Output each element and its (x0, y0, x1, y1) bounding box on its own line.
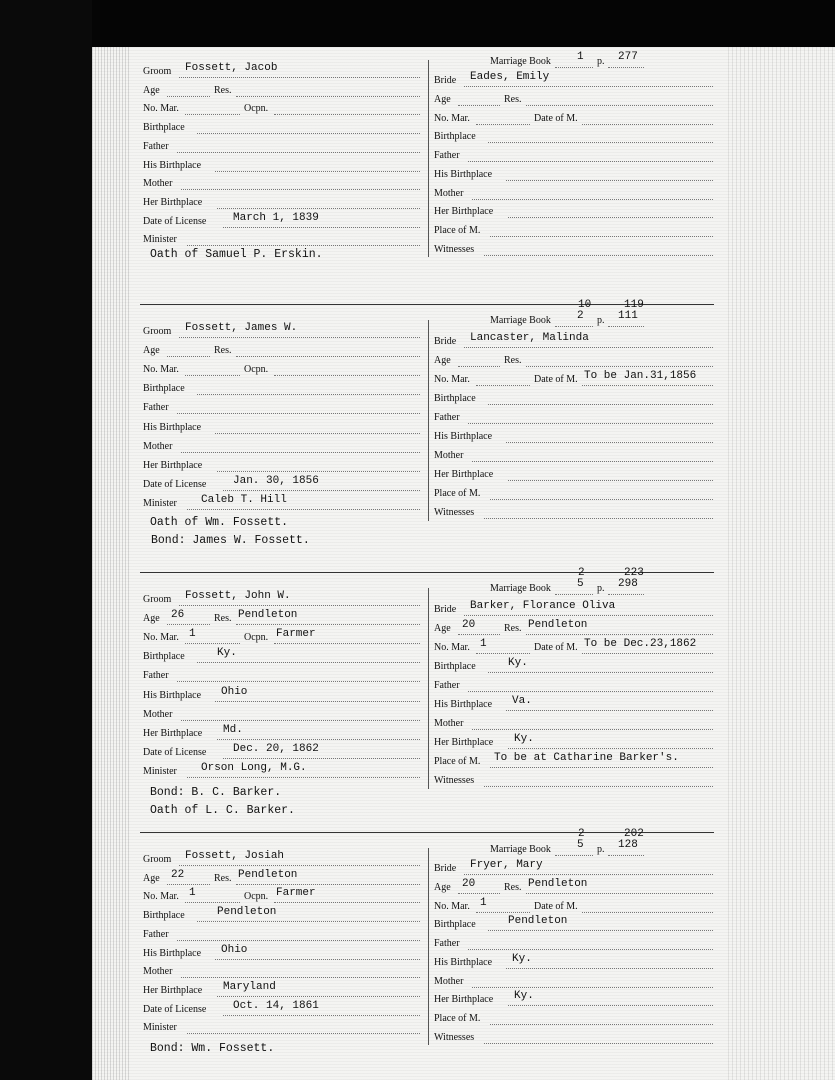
record-2-page-alt: 119 (624, 299, 644, 312)
record-2-groom-nomar-dots-1 (185, 364, 240, 376)
record-3-groom-value: Fossett, John W. (185, 590, 291, 602)
scan-top-border (0, 0, 835, 47)
record-2-bride-father-label: Father (434, 411, 460, 423)
record-2-mother-dots (181, 441, 420, 453)
record-4-bride-his-birthplace-label: His Birthplace (434, 956, 493, 968)
record-2-her-birthplace-label: Her Birthplace (143, 459, 203, 471)
record-3-bride-nomar-value-2: To be Dec.23,1862 (584, 637, 697, 650)
record-3-bride-his-birthplace-value: Va. (512, 695, 532, 708)
record-1-bride-father-dots (468, 150, 713, 162)
record-1-bride-birthplace-dots (488, 131, 713, 143)
record-4-bride-age-value-1: 20 (462, 878, 476, 891)
record-4-his-birthplace-label: His Birthplace (143, 947, 202, 959)
record-1-book-value: 1 (577, 50, 584, 63)
record-1-bride-his-birthplace-label: His Birthplace (434, 168, 493, 180)
record-4-groom-nomar-label-2: Ocpn. (244, 891, 269, 903)
record-1-bride-nomar-label-2: Date of M. (534, 112, 578, 124)
record-2-bride-nomar-value-2: To be Jan.31,1856 (584, 369, 697, 382)
record-4-page-label: p. (597, 843, 605, 855)
record-4-bride-value: Fryer, Mary (470, 859, 543, 872)
record-3-mother-dots (181, 709, 420, 721)
record-4-page-alt: 202 (624, 827, 644, 840)
record-3-date-of-license-label: Date of License (143, 746, 207, 758)
record-3-her-birthplace-label: Her Birthplace (143, 727, 203, 739)
record-3-page-label: p. (597, 583, 605, 595)
record-3-witnesses-label: Witnesses (434, 775, 475, 787)
record-1-groom-age-label-2: Res. (214, 84, 232, 96)
record-1-bride-age-dots-2 (526, 94, 713, 106)
record-1-groom-birthplace-dots (197, 122, 420, 134)
record-2-note-2: Bond: James W. Fossett. (151, 534, 310, 547)
record-3-bride-his-birthplace-label: His Birthplace (434, 699, 493, 711)
record-3-bride-her-birthplace-label: Her Birthplace (434, 737, 494, 749)
record-2-date-of-license-value: Jan. 30, 1856 (233, 474, 319, 487)
record-1-witnesses-label: Witnesses (434, 243, 475, 255)
record-2-bride-mother-dots (472, 450, 713, 462)
record-4-bride-birthplace-value: Pendleton (508, 915, 568, 928)
record-4-her-birthplace-label: Her Birthplace (143, 984, 203, 996)
record-2-bride-his-birthplace-dots (506, 431, 713, 443)
record-3-bride-age-value-1: 20 (462, 618, 476, 631)
record-2-note-1: Oath of Wm. Fossett. (150, 516, 289, 529)
record-2-bride-age-dots-2 (526, 355, 713, 367)
record-2-bride-father-dots (468, 412, 713, 424)
record-3-father-label: Father (143, 670, 169, 682)
record-4-groom-nomar-value-1: 1 (189, 887, 196, 900)
record-2-groom-age-dots-2 (236, 345, 420, 357)
record-1-his-birthplace-dots (215, 160, 420, 172)
record-2-book-label: Marriage Book (490, 315, 551, 327)
record-3-his-birthplace-value: Ohio (221, 685, 248, 698)
record-2-book-value: 2 (577, 310, 584, 323)
record-3-groom-nomar-label-1: No. Mar. (143, 632, 179, 644)
record-3-groom-age-label-1: Age (143, 613, 160, 625)
record-4-groom-nomar-label-1: No. Mar. (143, 891, 179, 903)
record-3-groom-nomar-label-2: Ocpn. (244, 632, 269, 644)
record-1-bride-label: Bride (434, 75, 457, 87)
record-1-groom-value: Fossett, Jacob (185, 62, 278, 74)
record-4-bride-nomar-label-1: No. Mar. (434, 900, 470, 912)
record-2-groom-age-dots-1 (167, 345, 210, 357)
record-4-mother-label: Mother (143, 966, 173, 978)
record-4-book-dots (555, 844, 593, 856)
record-4-note-1: Bond: Wm. Fossett. (150, 1042, 275, 1055)
record-3-groom-birthplace-value: Ky. (217, 647, 237, 660)
record-2-bride-nomar-label-2: Date of M. (534, 373, 578, 385)
record-1-groom-age-dots-1 (167, 85, 210, 97)
record-3-groom-nomar-value-1: 1 (189, 628, 196, 641)
record-4-groom-age-value-2: Pendleton (238, 868, 298, 881)
record-2-witnesses-label: Witnesses (434, 507, 475, 519)
record-1-bride-age-label-2: Res. (504, 94, 522, 106)
record-1-place-of-m-dots (490, 225, 713, 237)
record-2-groom-birthplace-label: Birthplace (143, 383, 185, 395)
record-4-bride-age-label-2: Res. (504, 882, 522, 894)
record-3-bride-nomar-value-1: 1 (480, 637, 487, 650)
record-1-mother-label: Mother (143, 178, 173, 190)
record-3-bride-father-label: Father (434, 679, 460, 691)
record-2-groom-birthplace-dots (197, 383, 420, 395)
record-1-his-birthplace-label: His Birthplace (143, 159, 202, 171)
record-2-groom-age-label-1: Age (143, 345, 160, 357)
record-2-place-of-m-dots (490, 488, 713, 500)
record-2-his-birthplace-label: His Birthplace (143, 421, 202, 433)
record-1-groom-nomar-label-1: No. Mar. (143, 103, 179, 115)
record-4-date-of-license-value: Oct. 14, 1861 (233, 999, 319, 1012)
record-4-his-birthplace-value: Ohio (221, 943, 248, 956)
record-4-book-value: 5 (577, 838, 584, 851)
page-edge-noise (92, 47, 130, 1080)
record-4-bride-age-label-1: Age (434, 882, 451, 894)
record-2-bride-birthplace-dots (488, 393, 713, 405)
record-4-bride-birthplace-label: Birthplace (434, 919, 476, 931)
record-4-her-birthplace-value: Maryland (223, 980, 276, 993)
record-3-bride-mother-dots (472, 718, 713, 730)
record-3-bride-father-dots (468, 680, 713, 692)
adjacent-page-strip (728, 47, 835, 1080)
record-1-bride-his-birthplace-dots (506, 169, 713, 181)
record-1-witnesses-dots (484, 244, 713, 256)
record-2-father-dots (177, 402, 420, 414)
record-3-his-birthplace-label: His Birthplace (143, 689, 202, 701)
record-4-bride-nomar-dots-2 (582, 901, 713, 913)
record-2-groom-nomar-dots-2 (274, 364, 420, 376)
record-1-bride-nomar-dots-1 (476, 113, 530, 125)
record-3-bride-his-birthplace-dots (506, 699, 713, 711)
record-2-book-dots (555, 315, 593, 327)
record-1-groom-age-label-1: Age (143, 84, 160, 96)
record-4-bride-her-birthplace-value: Ky. (514, 990, 534, 1003)
record-3-bride-nomar-label-1: No. Mar. (434, 641, 470, 653)
record-3-bride-nomar-label-2: Date of M. (534, 641, 578, 653)
record-3-page-value: 298 (618, 578, 638, 591)
record-4-bride-nomar-value-1: 1 (480, 896, 487, 909)
record-1-book-label: Marriage Book (490, 55, 551, 67)
record-4-groom-value: Fossett, Josiah (185, 850, 285, 862)
record-3-her-birthplace-value: Md. (223, 723, 243, 736)
record-2-bride-age-dots-1 (458, 355, 500, 367)
record-2-bride-birthplace-label: Birthplace (434, 392, 476, 404)
record-2-groom-value: Fossett, James W. (185, 322, 298, 334)
record-2-minister-value: Caleb T. Hill (201, 493, 287, 506)
record-4-father-dots (177, 929, 420, 941)
record-1-page-label: p. (597, 55, 605, 67)
record-1-place-of-m-label: Place of M. (434, 224, 481, 236)
record-1-her-birthplace-dots (217, 197, 420, 209)
record-1-mother-dots (181, 178, 420, 190)
record-4-groom-birthplace-label: Birthplace (143, 910, 185, 922)
record-4-column-rule (428, 848, 429, 1045)
record-2-page-value: 111 (618, 310, 638, 323)
record-3-minister-value: Orson Long, M.G. (201, 761, 307, 774)
record-1-page-value: 277 (618, 50, 638, 63)
record-4-bride-his-birthplace-value: Ky. (512, 952, 532, 965)
record-2-bride-nomar-label-1: No. Mar. (434, 373, 470, 385)
record-3-groom-label: Groom (143, 594, 172, 605)
record-4-page-value: 128 (618, 838, 638, 851)
record-1-groom-birthplace-label: Birthplace (143, 122, 185, 134)
record-4-groom-birthplace-value: Pendleton (217, 906, 277, 919)
record-4-book-alt: 2 (578, 827, 585, 840)
record-4-witnesses-label: Witnesses (434, 1031, 475, 1043)
record-4-bride-mother-dots (472, 976, 713, 988)
record-2-page-label: p. (597, 315, 605, 327)
record-2-groom-age-label-2: Res. (214, 345, 232, 357)
record-2-bride-label: Bride (434, 335, 457, 347)
record-3-bride-her-birthplace-dots (508, 737, 713, 749)
record-1-bride-her-birthplace-label: Her Birthplace (434, 206, 494, 218)
record-4-bride-father-dots (468, 938, 713, 950)
record-3-place-of-m-value: To be at Catharine Barker's. (494, 752, 679, 765)
record-3-bride-label: Bride (434, 603, 457, 615)
record-1-father-label: Father (143, 140, 169, 152)
record-3-groom-age-label-2: Res. (214, 613, 232, 625)
record-1-father-dots (177, 141, 420, 153)
record-4-minister-dots (187, 1022, 420, 1034)
record-3-bride-mother-label: Mother (434, 718, 464, 730)
record-2-bride-mother-label: Mother (434, 450, 464, 462)
record-3-groom-birthplace-label: Birthplace (143, 651, 185, 663)
record-2-bride-her-birthplace-dots (508, 469, 713, 481)
record-1-groom-nomar-label-2: Ocpn. (244, 103, 269, 115)
record-3-book-value: 5 (577, 578, 584, 591)
record-4-witnesses-dots (484, 1032, 713, 1044)
record-3-column-rule (428, 588, 429, 789)
record-4-bride-nomar-label-2: Date of M. (534, 900, 578, 912)
record-2-her-birthplace-dots (217, 460, 420, 472)
record-1-minister-label: Minister (143, 234, 177, 246)
record-4-groom-age-label-1: Age (143, 872, 160, 884)
record-4-book-label: Marriage Book (490, 843, 551, 855)
record-4-bride-her-birthplace-label: Her Birthplace (434, 994, 494, 1006)
record-4-minister-label: Minister (143, 1022, 177, 1034)
record-2-bride-age-label-2: Res. (504, 354, 522, 366)
record-3-note-2: Oath of L. C. Barker. (150, 804, 295, 817)
record-2-place-of-m-label: Place of M. (434, 488, 481, 500)
record-2-his-birthplace-dots (215, 422, 420, 434)
record-4-bride-label: Bride (434, 863, 457, 875)
record-2-book-alt: 10 (578, 299, 592, 312)
record-1-book-dots (555, 56, 593, 68)
record-3-groom-age-value-1: 26 (171, 609, 185, 622)
record-1-column-rule (428, 60, 429, 257)
record-1-note-1: Oath of Samuel P. Erskin. (150, 248, 323, 261)
record-4-date-of-license-label: Date of License (143, 1003, 207, 1015)
record-3-minister-label: Minister (143, 765, 177, 777)
record-2-groom-label: Groom (143, 326, 172, 337)
record-2-witnesses-dots (484, 507, 713, 519)
record-2-date-of-license-label: Date of License (143, 478, 207, 490)
record-4-bride-her-birthplace-dots (508, 994, 713, 1006)
record-3-book-dots (555, 583, 593, 595)
record-3-book-alt: 2 (578, 567, 585, 580)
record-3-bride-birthplace-label: Birthplace (434, 660, 476, 672)
record-4-groom-nomar-value-2: Farmer (276, 887, 316, 900)
record-4-father-label: Father (143, 928, 169, 940)
record-1-bride-value: Eades, Emily (470, 71, 550, 84)
record-4-bride-his-birthplace-dots (506, 957, 713, 969)
record-2-father-label: Father (143, 402, 169, 414)
record-4-mother-dots (181, 966, 420, 978)
record-3-bride-birthplace-value: Ky. (508, 656, 528, 669)
record-3-book-label: Marriage Book (490, 583, 551, 595)
record-3-bride-age-value-2: Pendleton (528, 618, 588, 631)
record-1-groom-age-dots-2 (236, 85, 420, 97)
record-1-bride-age-dots-1 (458, 94, 500, 106)
record-2-mother-label: Mother (143, 440, 173, 452)
record-4-groom-age-value-1: 22 (171, 868, 185, 881)
record-3-groom-nomar-value-2: Farmer (276, 628, 316, 641)
record-1-bride-nomar-dots-2 (582, 113, 713, 125)
record-3-bride-age-label-1: Age (434, 622, 451, 634)
record-1-bride-age-label-1: Age (434, 94, 451, 106)
record-2-groom-nomar-label-2: Ocpn. (244, 364, 269, 376)
record-4-place-of-m-label: Place of M. (434, 1012, 481, 1024)
record-2-minister-label: Minister (143, 497, 177, 509)
record-2-bride-nomar-dots-1 (476, 374, 530, 386)
record-1-date-of-license-label: Date of License (143, 215, 207, 227)
record-2-column-rule (428, 320, 429, 521)
record-1-date-of-license-value: March 1, 1839 (233, 211, 319, 224)
record-3-date-of-license-value: Dec. 20, 1862 (233, 742, 319, 755)
record-2-groom-nomar-label-1: No. Mar. (143, 364, 179, 376)
record-3-witnesses-dots (484, 775, 713, 787)
record-4-bride-father-label: Father (434, 938, 460, 950)
record-4-bride-age-value-2: Pendleton (528, 878, 588, 891)
record-3-bride-value: Barker, Florance Oliva (470, 599, 616, 612)
record-3-mother-label: Mother (143, 708, 173, 720)
record-1-bride-birthplace-label: Birthplace (434, 131, 476, 143)
record-3-page-alt: 223 (624, 567, 644, 580)
record-3-place-of-m-label: Place of M. (434, 756, 481, 768)
record-1-groom-nomar-dots-2 (274, 103, 420, 115)
record-4-place-of-m-dots (490, 1013, 713, 1025)
record-1-bride-mother-dots (472, 188, 713, 200)
record-1-bride-nomar-label-1: No. Mar. (434, 112, 470, 124)
record-1-her-birthplace-label: Her Birthplace (143, 196, 203, 208)
record-4-groom-label: Groom (143, 854, 172, 865)
record-2-bride-her-birthplace-label: Her Birthplace (434, 469, 494, 481)
record-3-father-dots (177, 670, 420, 682)
record-2-bride-his-birthplace-label: His Birthplace (434, 431, 493, 443)
record-4-bride-mother-label: Mother (434, 975, 464, 987)
record-2-bride-age-label-1: Age (434, 354, 451, 366)
record-3-bride-her-birthplace-value: Ky. (514, 733, 534, 746)
record-3-her-birthplace-dots (217, 728, 420, 740)
record-3-note-1: Bond: B. C. Barker. (150, 786, 282, 799)
scan-left-border (0, 0, 92, 1080)
record-3-bride-age-label-2: Res. (504, 622, 522, 634)
record-1-minister-dots (187, 234, 420, 246)
record-3-groom-age-value-2: Pendleton (238, 609, 298, 622)
record-1-bride-her-birthplace-dots (508, 206, 713, 218)
record-2-bride-value: Lancaster, Malinda (470, 331, 589, 344)
record-1-bride-father-label: Father (434, 150, 460, 162)
record-1-groom-nomar-dots-1 (185, 103, 240, 115)
record-1-bride-mother-label: Mother (434, 187, 464, 199)
record-4-groom-age-label-2: Res. (214, 872, 232, 884)
record-1-groom-label: Groom (143, 66, 172, 77)
